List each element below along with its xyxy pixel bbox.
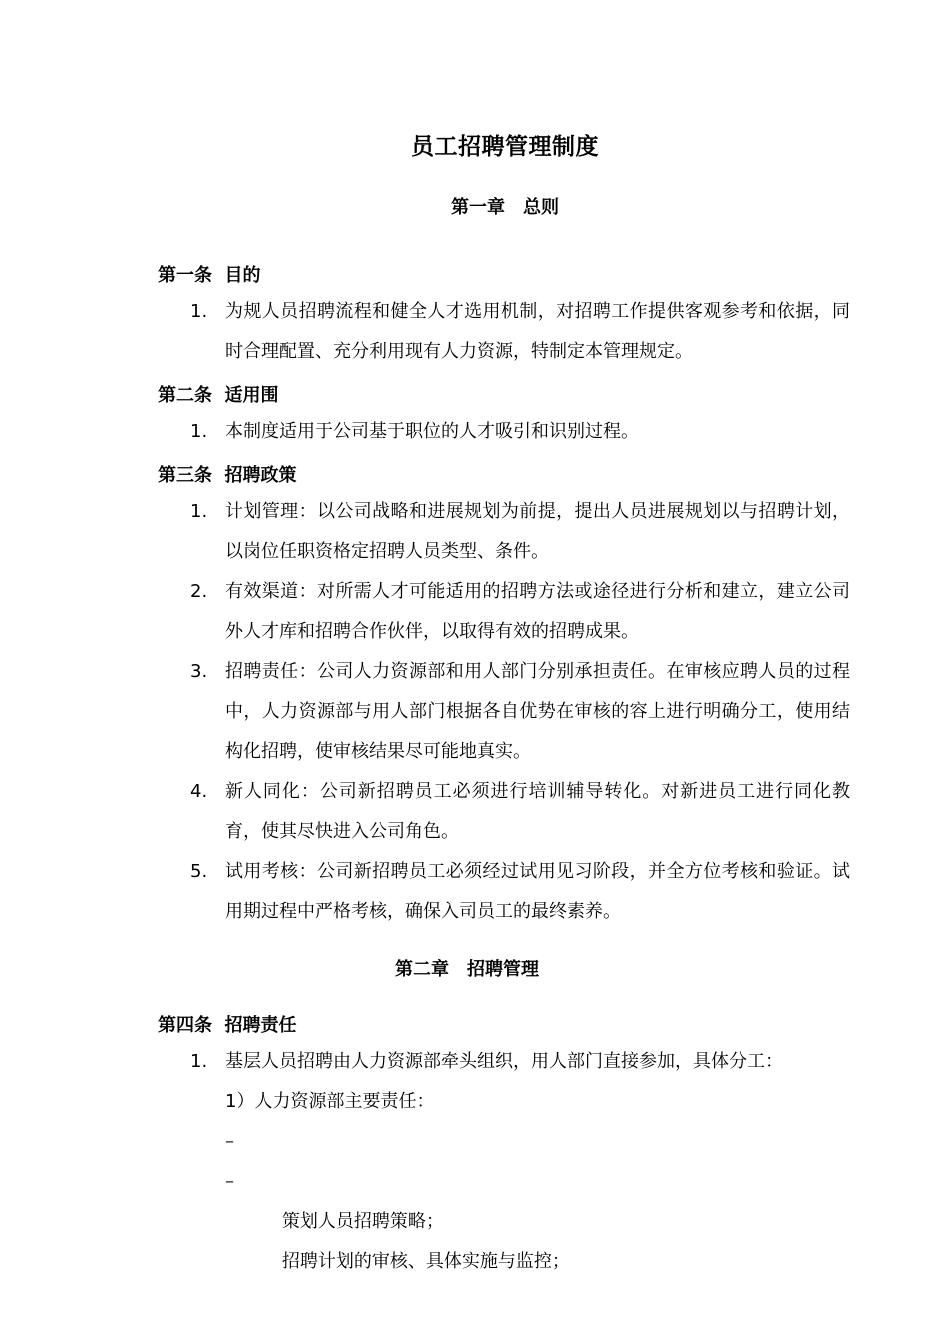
article-1-heading: 第一条 目的 (158, 265, 261, 286)
item-text: 招聘责任：公司人力资源部和用人部门分别承担责任。在审核应聘人员的过程中，人力资源部与用人部门根据各自优势在审核的容上进行明确分工，使用结构化招聘，使审核结果尽可能地真实。 (225, 661, 850, 762)
article-3-heading: 第三条 招聘政策 (158, 465, 297, 486)
article-3-item-1 (190, 492, 850, 572)
item-number: 2. (190, 581, 208, 602)
article-4-item-1 (190, 1042, 850, 1082)
item-number: 3. (190, 661, 208, 682)
article-3-item-3 (190, 652, 850, 772)
dash-item-text: 招聘计划的审核、具体实施与监控； (281, 1251, 570, 1272)
dash-item-text: 策划人员招聘策略； (281, 1211, 444, 1232)
article-1-item-1 (190, 292, 850, 372)
item-number: 1. (190, 301, 208, 322)
dash-bullet: – (225, 1131, 234, 1152)
item-number: 1. (190, 1051, 208, 1072)
document-title: 员工招聘管理制度 (411, 134, 599, 160)
article-4-heading: 第四条 招聘责任 (158, 1015, 297, 1036)
sub-item-hr-responsibilities: 1）人力资源部主要责任： (225, 1091, 435, 1112)
article-2-item-1 (190, 412, 850, 452)
item-number: 1. (190, 501, 208, 522)
item-text: 为规人员招聘流程和健全人才选用机制，对招聘工作提供客观参考和依据，同时合理配置、充分利用现有人力资源，特制定本管理规定。 (225, 301, 850, 362)
item-number: 4. (190, 781, 208, 802)
item-text: 本制度适用于公司基于职位的人才吸引和识别过程。 (225, 421, 639, 442)
item-text: 计划管理：以公司战略和进展规划为前提，提出人员进展规划以与招聘计划，以岗位任职资格定招聘人员类型、条件。 (225, 501, 850, 562)
item-text: 有效渠道：对所需人才可能适用的招聘方法或途径进行分析和建立，建立公司外人才库和招聘合作伙伴，以取得有效的招聘成果。 (225, 581, 850, 642)
item-number: 5. (190, 861, 208, 882)
chapter-2-title: 第二章 招聘管理 (395, 959, 539, 980)
article-3-item-4 (190, 772, 850, 852)
article-3-item-2 (190, 572, 850, 652)
item-text: 新人同化：公司新招聘员工必须进行培训辅导转化。对新进员工进行同化教育，使其尽快进入公司角色。 (225, 781, 850, 842)
article-3-item-5 (190, 852, 850, 932)
item-text: 基层人员招聘由人力资源部牵头组织，用人部门直接参加，具体分工： (225, 1051, 783, 1072)
item-number: 1. (190, 421, 208, 442)
dash-bullet: – (225, 1171, 234, 1192)
article-2-heading: 第二条 适用围 (158, 385, 279, 406)
item-text: 试用考核：公司新招聘员工必须经过试用见习阶段，并全方位考核和验证。试用期过程中严格考核，确保入司员工的最终素养。 (225, 861, 850, 922)
chapter-1-title: 第一章 总则 (451, 197, 559, 218)
dash-item-2 (225, 1162, 570, 1322)
